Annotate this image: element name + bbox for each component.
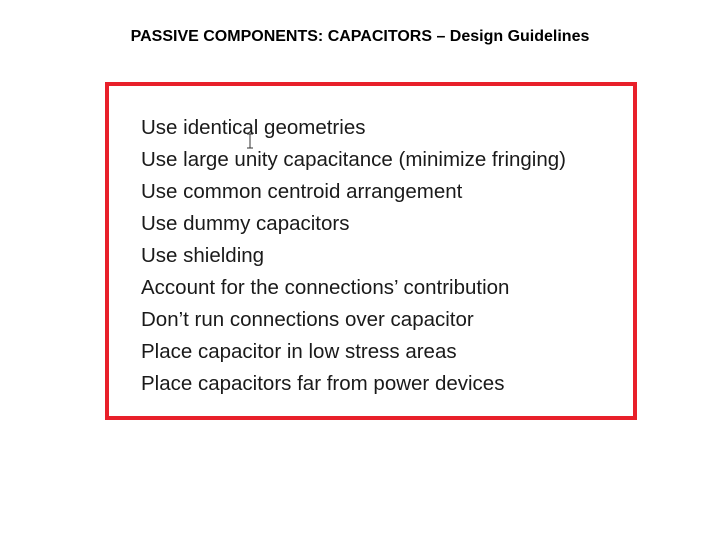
guideline-item: Place capacitor in low stress areas [141, 340, 457, 363]
guideline-item: Use identical geometries [141, 116, 366, 139]
guideline-item: Use dummy capacitors [141, 212, 350, 235]
guidelines-list [141, 112, 566, 400]
text-cursor-icon [246, 133, 254, 149]
guideline-item: Account for the connections’ contribution [141, 276, 510, 299]
guideline-item: Use large unity capacitance (minimize fringing) [141, 148, 566, 171]
guideline-item: Use shielding [141, 244, 265, 267]
guideline-item: Don’t run connections over capacitor [141, 308, 474, 331]
guidelines-box [105, 82, 637, 420]
guideline-item: Place capacitors far from power devices [141, 372, 505, 395]
slide-title: PASSIVE COMPONENTS: CAPACITORS – Design Guidelines [130, 28, 590, 45]
guideline-item: Use common centroid arrangement [141, 180, 463, 203]
